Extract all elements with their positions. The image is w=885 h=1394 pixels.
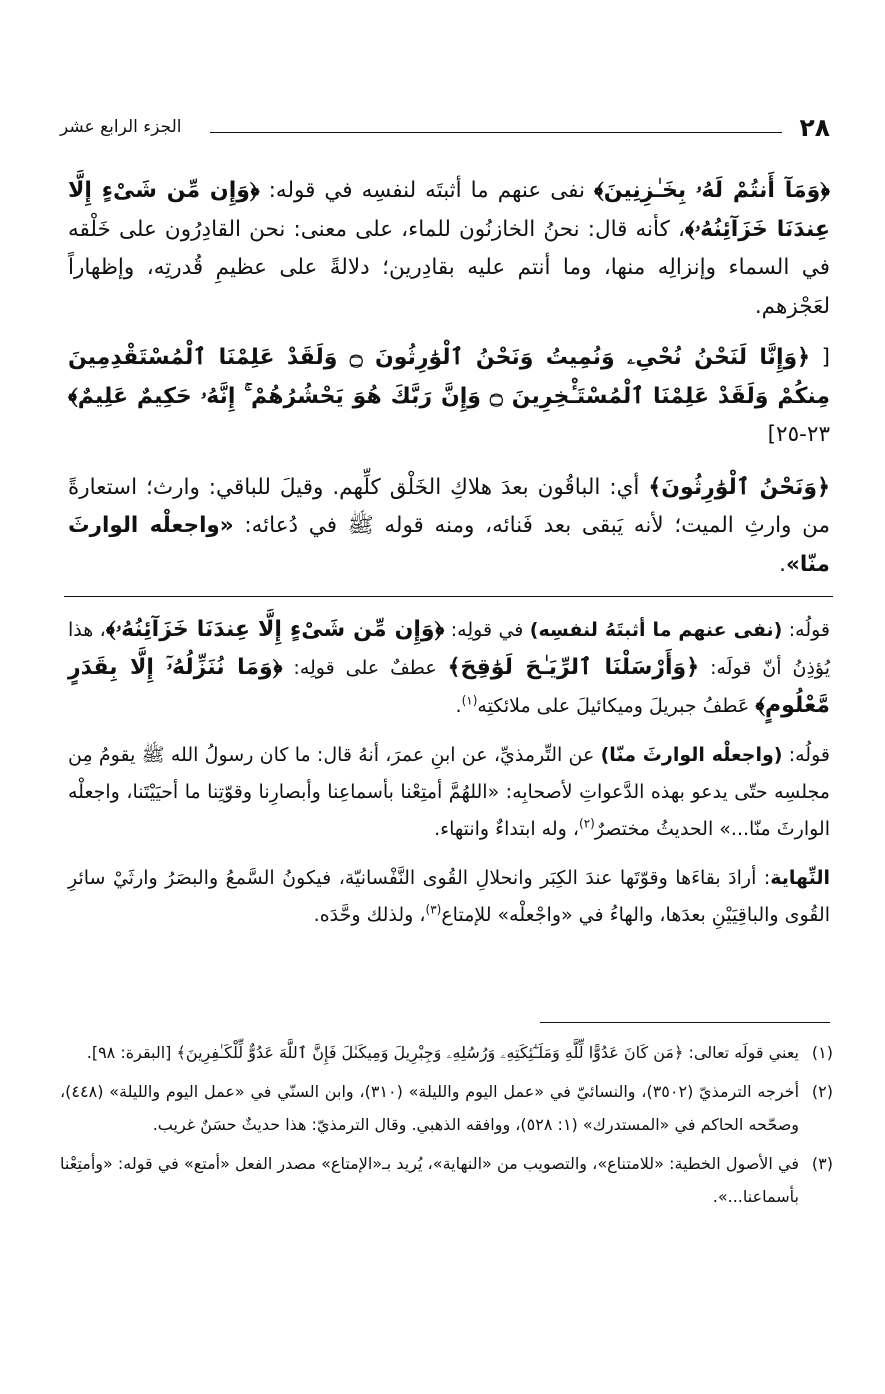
text-span: عن التِّرمذيِّ، عن ابنِ عمرَ، أنهُ قال: ما كان رسولُ الله ﷺ يقومُ مِن مجلسِه حتّى يدعو بهذه الدَّعواتِ لأصحابِه: «اللهُمَّ أمتِعْنا بأسماعِنا وأبصارِنا وقوّتِنا ما أحيَيْتَنا، واجعلْه الوارثَ منّا...» الحديثُ مختصرٌ [68,744,830,840]
quran-quote: ﴿وَإِن مِّن شَىْءٍ إِلَّا عِندَنَا خَزَآئِنُهُۥ﴾ [105,617,445,642]
text-span: عطفٌ على قولِه: [282,657,448,679]
quran-quote: ﴿وَنَحْنُ ٱلْوَٰرِثُونَ﴾ [648,474,830,500]
commentary-paragraph-3 [68,860,830,934]
header-rule [210,132,782,133]
quran-quote: ﴿وَأَرْسَلْنَا ٱلرِّيَـٰحَ لَوَٰقِحَ﴾ [447,655,700,680]
main-text [68,172,830,597]
footnotes [60,1036,833,1219]
lemma: (نفى عنهم ما أثبتَهُ لنفسِه) [529,619,783,641]
footnote-text: يعني قولَه تعالى: ﴿مَن كَانَ عَدُوًّا لِّلَّهِ وَمَلَـٰٓئِكَتِهِۦ وَرُسُلِهِۦ وَجِبْرِيلَ وَمِيكَىٰلَ فَإِنَّ ٱللَّهَ عَدُوٌّ لِّلْكَـٰفِرِينَ﴾ [البقرة: ٩٨]. [86,1043,799,1062]
text-span: ، هذا يُؤذِنُ أنّ قولَه: [68,619,831,679]
quran-quote: ﴿وَمَا نُنَزِّلُهُۥٓ إِلَّا بِقَدَرٍ مَّعْلُومٍ﴾ [68,655,830,718]
footnote-1 [60,1036,833,1069]
footnote-2 [60,1075,833,1141]
text-span: نفى عنهم ما أثبتَه لنفسِه في قوله: [259,178,594,203]
footnote-divider [540,1022,830,1023]
commentary-paragraph-1 [68,611,830,725]
page-number: ٢٨ [799,113,830,142]
footnote-ref-3[interactable]: (٣) [425,902,442,917]
main-paragraph-2 [68,469,830,585]
text-span: . [455,695,462,717]
commentary-paragraph-2 [68,737,830,848]
text-span: ، وله ابتداءٌ وانتهاء. [434,818,579,840]
lemma: (واجعلْه الوارثَ منّا) [600,744,783,766]
section-divider [64,596,833,597]
page-header [60,112,830,148]
running-title: الجزء الرابع عشر [60,117,182,137]
footnote-number: (١) [811,1043,833,1062]
text-span: قولُه: [782,619,831,641]
verse-reference: ٢٣-٢٥] [767,422,830,447]
footnote-ref-2[interactable]: (٢) [579,816,595,831]
main-paragraph-1 [68,172,830,326]
source-name: النِّهاية [770,867,830,889]
text-span: ، كأنه قال: نحنُ الخازنُون للماء، على معنى: نحن القادِرُون على خَلْقه في السماء وإنزالِه منها، وما أنتم عليه بقادِرين؛ دلالةً على عظيمِ قُدرتِه، وإظهاراً لعَجْزهم. [68,216,830,319]
hadith-quote: «واجعلْه الوارثَ منّا» [68,513,830,577]
footnote-ref-1[interactable]: (١) [461,693,478,708]
text-span: عَطفُ جبريلَ وميكائيلَ على ملائكتِه [477,695,756,717]
bracket-open: [ [821,345,830,370]
footnote-text: أخرجه الترمذيّ (٣٥٠٢)، والنسائيّ في «عمل اليوم والليلة» (٣١٠)، وابن السنّي في «عمل اليوم والليلة» (٤٤٨)، وصحّحه الحاكم في «المستدرك» (١: ٥٢٨)، ووافقه الذهبي. وقال الترمذيّ: هذا حديثٌ حسَنٌ غريب. [60,1082,800,1134]
footnote-number: (٣) [811,1154,833,1173]
footnote-number: (٢) [811,1082,833,1101]
text-span: ، ولذلك وحَّدَه. [313,904,426,926]
text-span: أي: الباقُون بعدَ هلاكِ الخَلْق كلِّهم. وقيلَ للباقي: وارث؛ استعارةً من وارثِ الميت؛ لأنه يَبقى بعد فَنائه، ومنه قوله ﷺ في دُعائه: [68,474,831,538]
text-span: قولُه: [782,744,830,766]
verse-block [68,339,830,455]
quran-verses: ﴿وَإِنَّا لَنَحْنُ نُحْىِۦ وَنُمِيتُ وَنَحْنُ ٱلْوَٰرِثُونَ ۝ وَلَقَدْ عَلِمْنَا ٱلْمُسْتَقْدِمِينَ مِنكُمْ وَلَقَدْ عَلِمْنَا ٱلْمُسْتَـْٔخِرِينَ ۝ وَإِنَّ رَبَّكَ هُوَ يَحْشُرُهُمْ ۚ إِنَّهُۥ حَكِيمٌ عَلِيمٌ﴾ [68,345,830,409]
quran-quote: ﴿وَمَآ أَنتُمْ لَهُۥ بِخَـٰزِنِينَ﴾ [594,178,830,203]
commentary-section [68,611,830,946]
text-span: . [779,551,786,577]
quran-quote: ﴿وَإِن مِّن شَىْءٍ إِلَّا عِندَنَا خَزَآئِنُهُۥ﴾ [68,178,831,242]
footnote-3 [60,1147,833,1213]
text-span: في قولِه: [444,619,530,641]
footnote-text: في الأصول الخطية: «للامتناع»، والتصويب من «النهاية»، يُريد بـ«الإمتاع» مصدر الفعل «أمتع» في قوله: «وأمتِعْنا بأسماعنا...». [60,1154,799,1206]
text-span: : أرادَ بقاءَها وقوّتَها عندَ الكِبَر وانحلالِ القُوى النَّفْسانيّة، فيكونُ السَّمعُ والبصَرُ وارثَيْ سائرِ القُوى والباقِيَيْنِ بعدَها، والهاءُ في «واجْعلْه» للإمتاع [68,867,830,926]
